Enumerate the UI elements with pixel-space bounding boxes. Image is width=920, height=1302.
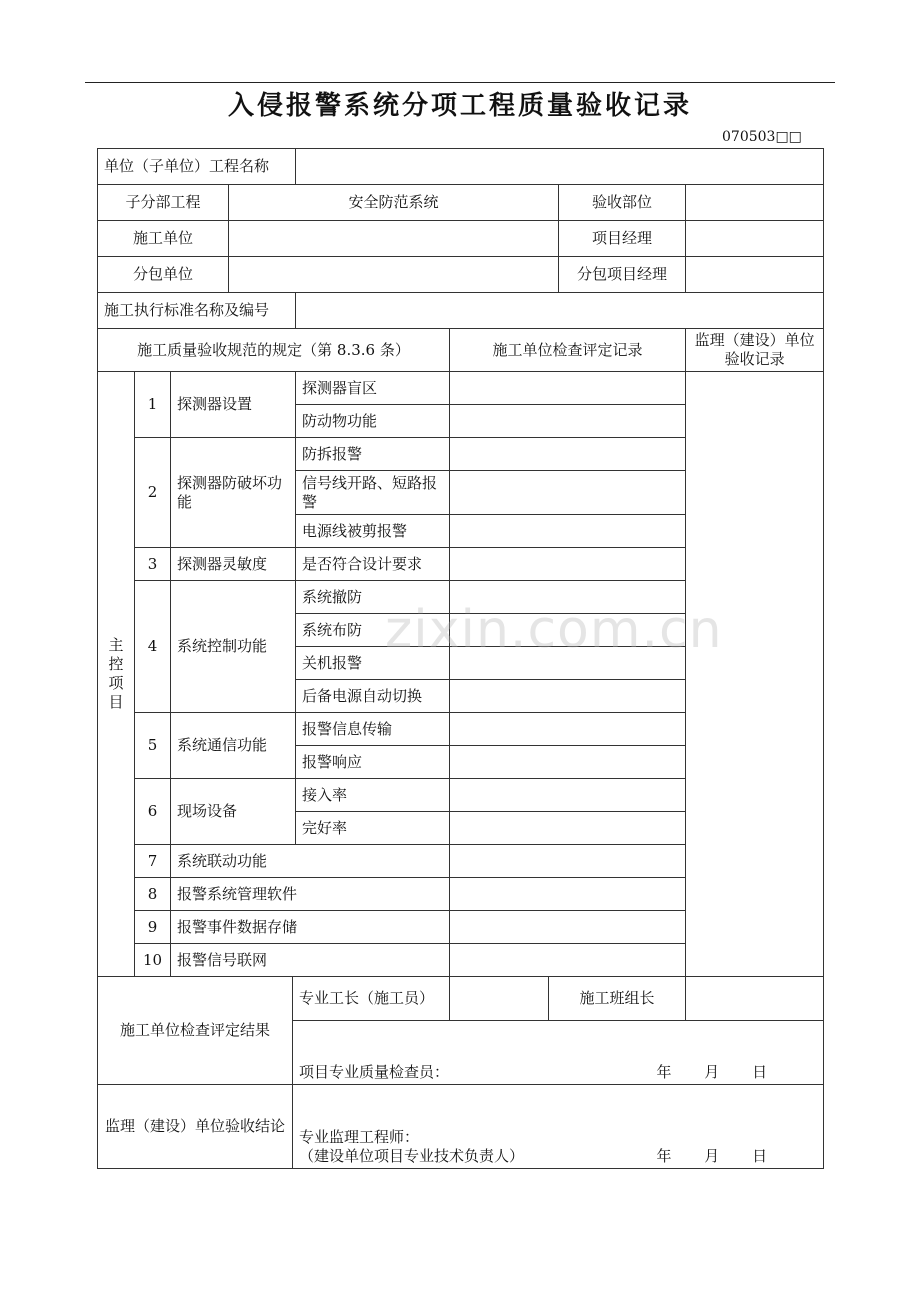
item-no: 5 (135, 713, 171, 779)
sub-item: 系统布防 (296, 614, 450, 647)
constructor-record-cell[interactable] (450, 647, 686, 680)
constructor-record-cell[interactable] (450, 713, 686, 746)
item-name: 探测器防破坏功能 (171, 438, 296, 548)
day-label: 日 (752, 1063, 768, 1081)
constructor-field[interactable] (229, 221, 559, 257)
sub-item: 报警响应 (296, 746, 450, 779)
row-supervisor-conclusion (98, 1085, 824, 1169)
sub-item: 接入率 (296, 779, 450, 812)
constructor-record-cell[interactable] (450, 581, 686, 614)
sub-item: 探测器盲区 (296, 372, 450, 405)
sub-item: 防拆报警 (296, 438, 450, 471)
constructor-record-cell[interactable] (450, 680, 686, 713)
item-row (98, 372, 824, 405)
constructor-record-cell[interactable] (450, 372, 686, 405)
team-leader-field[interactable] (686, 977, 824, 1021)
month-label: 月 (704, 1147, 720, 1165)
row-unit-name (98, 149, 824, 185)
inspector-cell[interactable] (293, 1021, 824, 1085)
item-name: 探测器设置 (171, 372, 296, 438)
constructor-record-cell[interactable] (450, 614, 686, 647)
constructor-record-cell[interactable] (450, 438, 686, 471)
standard-label: 施工执行标准名称及编号 (98, 293, 296, 329)
sub-item: 完好率 (296, 812, 450, 845)
team-leader-label: 施工班组长 (549, 977, 686, 1021)
row-constructor (98, 221, 824, 257)
project-manager-field[interactable] (686, 221, 824, 257)
row-standard (98, 293, 824, 329)
sub-item: 信号线开路、短路报警 (296, 471, 450, 515)
item-no: 8 (135, 878, 171, 911)
constructor-record-cell[interactable] (450, 779, 686, 812)
supervisor-conclusion-label: 监理（建设）单位验收结论 (98, 1085, 293, 1169)
day-label: 日 (752, 1147, 768, 1165)
year-label: 年 (656, 1063, 672, 1081)
item-name: 报警系统管理软件 (171, 878, 450, 911)
item-no: 1 (135, 372, 171, 438)
item-no: 3 (135, 548, 171, 581)
item-name: 现场设备 (171, 779, 296, 845)
item-no: 10 (135, 944, 171, 977)
constructor-record-cell[interactable] (450, 405, 686, 438)
constructor-record-cell[interactable] (450, 878, 686, 911)
watermark: zixin.com.cn (385, 600, 723, 660)
sub-item: 是否符合设计要求 (296, 548, 450, 581)
sub-pm-field[interactable] (686, 257, 824, 293)
constructor-record-cell[interactable] (450, 944, 686, 977)
supervisor-record-header: 监理（建设）单位验收记录 (686, 329, 824, 372)
inspector-label: 项目专业质量检查员： (299, 1063, 450, 1081)
sub-item: 关机报警 (296, 647, 450, 680)
constructor-record-cell[interactable] (450, 548, 686, 581)
row-subdivision (98, 185, 824, 221)
item-name: 系统通信功能 (171, 713, 296, 779)
row-foreman (98, 977, 824, 1021)
sub-item: 系统撤防 (296, 581, 450, 614)
supervisor-conclusion-cell[interactable] (293, 1085, 824, 1169)
constructor-label: 施工单位 (98, 221, 229, 257)
constructor-record-cell[interactable] (450, 845, 686, 878)
sub-pm-label: 分包项目经理 (559, 257, 686, 293)
item-name: 报警事件数据存储 (171, 911, 450, 944)
row-column-headers (98, 329, 824, 372)
item-name: 系统控制功能 (171, 581, 296, 713)
item-no: 9 (135, 911, 171, 944)
subcontractor-field[interactable] (229, 257, 559, 293)
item-name: 报警信号联网 (171, 944, 450, 977)
page-title: 入侵报警系统分项工程质量验收记录 (227, 91, 692, 121)
item-no: 2 (135, 438, 171, 548)
month-label: 月 (704, 1063, 720, 1081)
constructor-record-cell[interactable] (450, 515, 686, 548)
item-no: 7 (135, 845, 171, 878)
main-control-label: 主 控 项 目 (98, 372, 135, 977)
supervisor-record-cell[interactable] (686, 372, 824, 977)
foreman-label: 专业工长（施工员） (293, 977, 450, 1021)
item-no: 6 (135, 779, 171, 845)
year-label: 年 (656, 1147, 672, 1165)
subcontractor-label: 分包单位 (98, 257, 229, 293)
constructor-record-cell[interactable] (450, 911, 686, 944)
accept-part-label: 验收部位 (559, 185, 686, 221)
constructor-result-label: 施工单位检查评定结果 (98, 977, 293, 1085)
constructor-record-cell[interactable] (450, 812, 686, 845)
constructor-record-cell[interactable] (450, 471, 686, 515)
spec-column-header: 施工质量验收规范的规定（第 8.3.6 条） (98, 329, 450, 372)
top-rule (85, 82, 835, 83)
sub-item: 电源线被剪报警 (296, 515, 450, 548)
sub-item: 报警信息传输 (296, 713, 450, 746)
constructor-record-header: 施工单位检查评定记录 (450, 329, 686, 372)
accept-part-field[interactable] (686, 185, 824, 221)
constructor-record-cell[interactable] (450, 746, 686, 779)
foreman-field[interactable] (450, 977, 549, 1021)
sub-item: 后备电源自动切换 (296, 680, 450, 713)
engineer-note: （建设单位项目专业技术负责人） (299, 1147, 525, 1165)
engineer-label: 专业监理工程师： (299, 1128, 420, 1146)
item-no: 4 (135, 581, 171, 713)
project-manager-label: 项目经理 (559, 221, 686, 257)
acceptance-record-table (97, 148, 824, 1169)
standard-field[interactable] (296, 293, 824, 329)
subdivision-label: 子分部工程 (98, 185, 229, 221)
unit-name-label: 单位（子单位）工程名称 (98, 149, 296, 185)
form-code: 070503□□ (722, 129, 802, 145)
item-name: 系统联动功能 (171, 845, 450, 878)
subdivision-field[interactable]: 安全防范系统 (229, 185, 559, 221)
item-name: 探测器灵敏度 (171, 548, 296, 581)
row-subcontractor (98, 257, 824, 293)
sub-item: 防动物功能 (296, 405, 450, 438)
unit-name-field[interactable] (296, 149, 824, 185)
